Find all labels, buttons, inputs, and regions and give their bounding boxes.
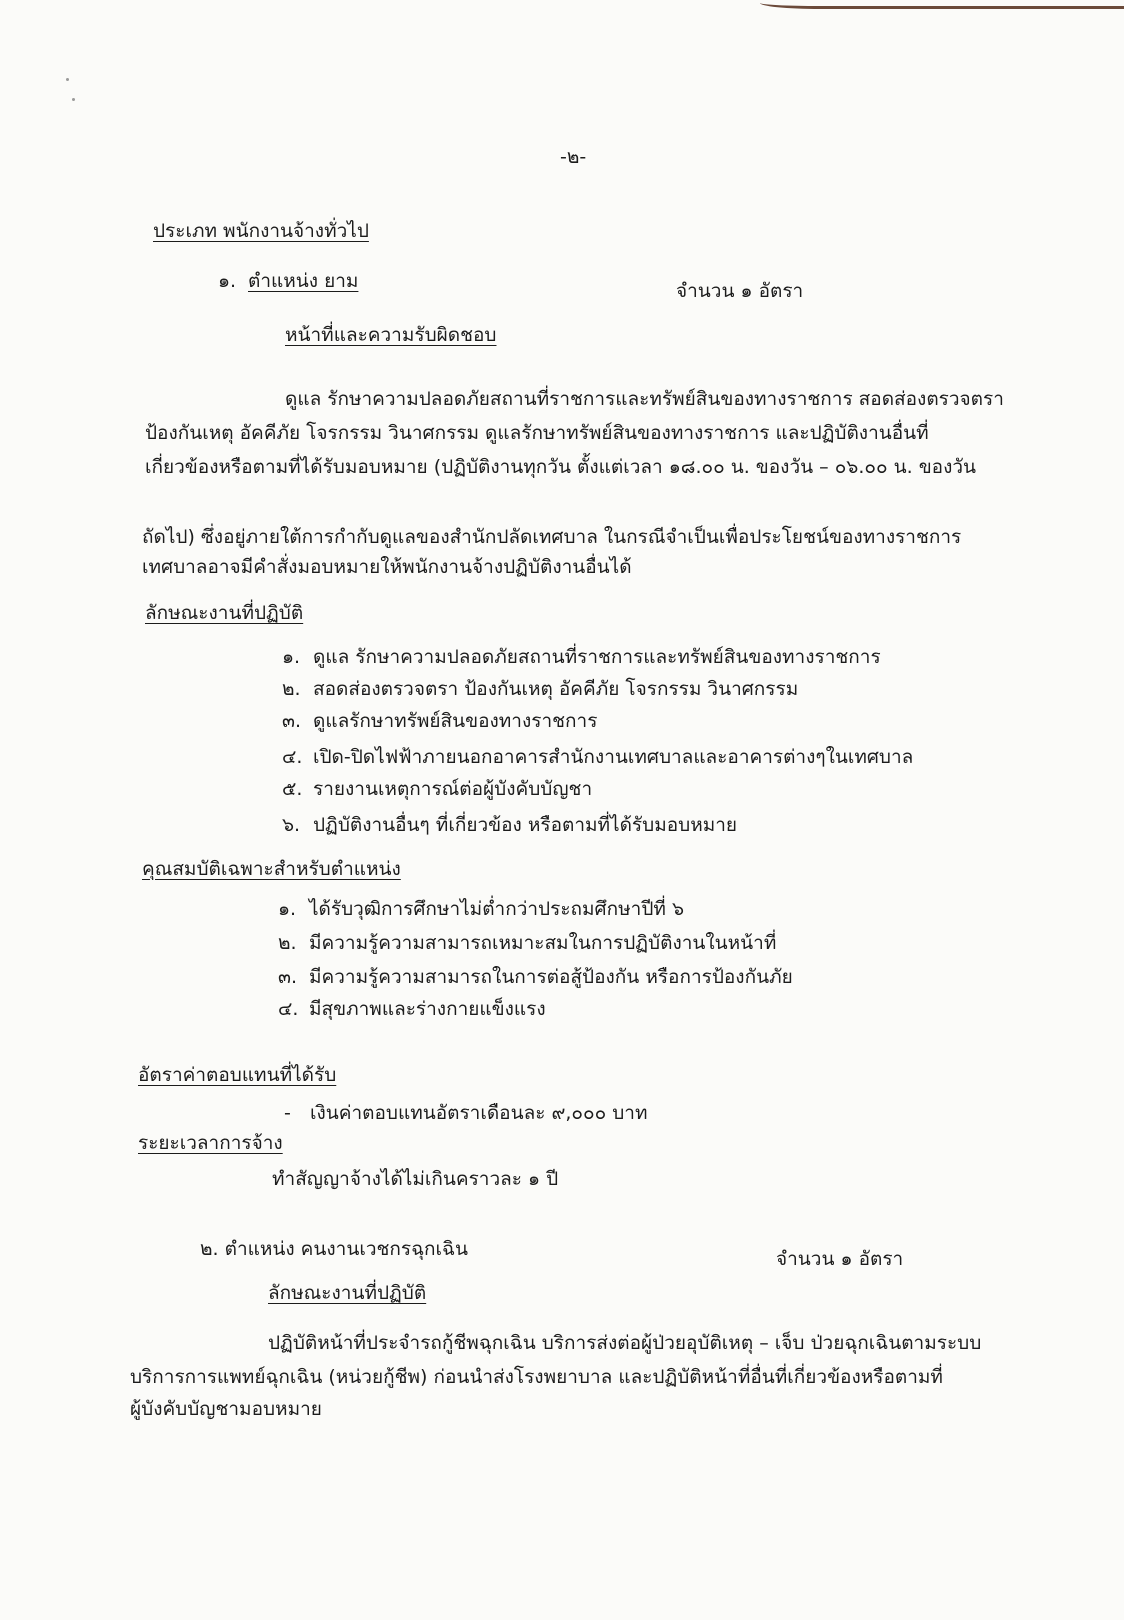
qualification-text: มีความรู้ความสามารถในการต่อสู้ป้องกัน หรือการป้องกันภัย xyxy=(309,966,793,988)
term-text: ทำสัญญาจ้างได้ไม่เกินคราวละ ๑ ปี xyxy=(272,1168,559,1190)
work-item-num: ๑. xyxy=(282,646,301,668)
scan-speck xyxy=(66,78,69,81)
position1-title: ตำแหน่ง ยาม xyxy=(248,270,359,292)
qualification-num: ๓. xyxy=(278,966,298,988)
work-item-num: ๕. xyxy=(282,778,303,800)
page-number: -๒- xyxy=(560,146,587,168)
position1-number: ๑. xyxy=(218,270,237,292)
duties-line-4: ถัดไป) ซึ่งอยู่ภายใต้การกำกับดูแลของสำนักปลัดเทศบาล ในกรณีจำเป็นเพื่อประโยชน์ของทางราชการ xyxy=(142,526,962,548)
duties-line-2: ป้องกันเหตุ อัคคีภัย โจรกรรม วินาศกรรม ดูแลรักษาทรัพย์สินของทางราชการ และปฏิบัติงานอื่นที่ xyxy=(145,422,929,444)
work-heading: ลักษณะงานที่ปฏิบัติ xyxy=(145,602,304,624)
qualification-num: ๒. xyxy=(278,932,297,954)
pay-dash: - xyxy=(284,1102,291,1124)
work-item-text: รายงานเหตุการณ์ต่อผู้บังคับบัญชา xyxy=(313,778,593,800)
pay-text: เงินค่าตอบแทนอัตราเดือนละ ๙,๐๐๐ บาท xyxy=(310,1102,648,1124)
duties-line-5: เทศบาลอาจมีคำสั่งมอบหมายให้พนักงานจ้างปฏิบัติงานอื่นได้ xyxy=(142,556,632,578)
qualification-num: ๔. xyxy=(278,998,299,1020)
page-edge-mark xyxy=(760,0,1124,9)
work-item-num: ๖. xyxy=(282,814,301,836)
position2-title: ๒. ตำแหน่ง คนงานเวชกรฉุกเฉิน xyxy=(200,1238,468,1260)
qualification-text: ได้รับวุฒิการศึกษาไม่ต่ำกว่าประถมศึกษาปีที่ ๖ xyxy=(309,898,684,920)
duties-heading: หน้าที่และความรับผิดชอบ xyxy=(285,324,497,346)
work-item-text: ปฏิบัติงานอื่นๆ ที่เกี่ยวข้อง หรือตามที่ได้รับมอบหมาย xyxy=(313,814,738,836)
qualification-num: ๑. xyxy=(278,898,297,920)
section-title: ประเภท พนักงานจ้างทั่วไป xyxy=(153,220,369,242)
work-item-num: ๓. xyxy=(282,710,302,732)
work-item-text: ดูแลรักษาทรัพย์สินของทางราชการ xyxy=(313,710,598,732)
work-item-num: ๔. xyxy=(282,746,303,768)
position2-work-line-2: บริการการแพทย์ฉุกเฉิน (หน่วยกู้ชีพ) ก่อนนำส่งโรงพยาบาล และปฏิบัติหน้าที่อื่นที่เกี่ยวข้องหรือตามที่ xyxy=(130,1366,943,1388)
position2-work-line-3: ผู้บังคับบัญชามอบหมาย xyxy=(130,1398,322,1420)
duties-line-3: เกี่ยวข้องหรือตามที่ได้รับมอบหมาย (ปฏิบัติงานทุกวัน ตั้งแต่เวลา ๑๘.๐๐ น. ของวัน – ๐๖.๐๐ น. ของวัน xyxy=(145,456,977,478)
qualification-text: มีสุขภาพและร่างกายแข็งแรง xyxy=(309,998,546,1020)
term-heading: ระยะเวลาการจ้าง xyxy=(138,1132,283,1154)
qualification-text: มีความรู้ความสามารถเหมาะสมในการปฏิบัติงานในหน้าที่ xyxy=(309,932,777,954)
pay-heading: อัตราค่าตอบแทนที่ได้รับ xyxy=(138,1064,337,1086)
work-item-text: ดูแล รักษาความปลอดภัยสถานที่ราชการและทรัพย์สินของทางราชการ xyxy=(313,646,881,668)
position1-count: จำนวน ๑ อัตรา xyxy=(676,280,804,302)
duties-line-1: ดูแล รักษาความปลอดภัยสถานที่ราชการและทรัพย์สินของทางราชการ สอดส่องตรวจตรา xyxy=(285,388,1004,410)
position2-work-heading: ลักษณะงานที่ปฏิบัติ xyxy=(268,1282,427,1304)
position2-count: จำนวน ๑ อัตรา xyxy=(776,1248,904,1270)
qualification-heading: คุณสมบัติเฉพาะสำหรับตำแหน่ง xyxy=(142,858,401,880)
work-item-num: ๒. xyxy=(282,678,301,700)
position2-work-line-1: ปฏิบัติหน้าที่ประจำรถกู้ชีพฉุกเฉิน บริการส่งต่อผู้ป่วยอุบัติเหตุ – เจ็บ ป่วยฉุกเฉินตามระบบ xyxy=(268,1332,982,1354)
work-item-text: สอดส่องตรวจตรา ป้องกันเหตุ อัคคีภัย โจรกรรม วินาศกรรม xyxy=(313,678,799,700)
scan-speck xyxy=(72,98,75,101)
work-item-text: เปิด-ปิดไฟฟ้าภายนอกอาคารสำนักงานเทศบาลและอาคารต่างๆในเทศบาล xyxy=(313,746,914,768)
